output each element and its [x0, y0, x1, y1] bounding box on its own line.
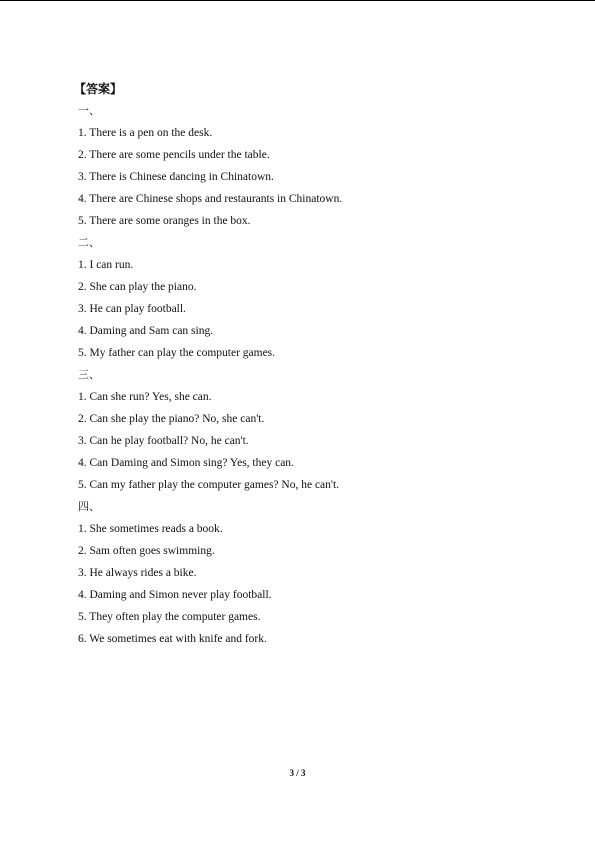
section-4 [78, 496, 538, 650]
section-3 [78, 364, 538, 496]
answer-item: 3. There is Chinese dancing in Chinatown. [78, 171, 274, 183]
answer-item: 2. Sam often goes swimming. [78, 545, 215, 557]
answer-item: 4. Daming and Sam can sing. [78, 325, 214, 337]
section-label: 三、 [78, 368, 100, 381]
answer-item: 2. She can play the piano. [78, 281, 197, 293]
answer-item: 3. He can play football. [78, 303, 186, 315]
page-number: 3 / 3 [289, 768, 306, 778]
answer-item: 5. They often play the computer games. [78, 611, 261, 623]
answer-item: 3. He always rides a bike. [78, 567, 197, 579]
answer-item: 2. There are some pencils under the table. [78, 149, 270, 161]
answer-item: 1. I can run. [78, 259, 134, 271]
header-rule [0, 0, 595, 1]
answer-content [74, 78, 538, 650]
answer-heading: 【答案】 [74, 82, 123, 96]
answer-item: 4. Can Daming and Simon sing? Yes, they can. [78, 457, 294, 469]
answer-item: 3. Can he play football? No, he can't. [78, 435, 249, 447]
answer-item: 4. There are Chinese shops and restaurants in Chinatown. [78, 193, 343, 205]
answer-item: 5. My father can play the computer games. [78, 347, 276, 359]
section-label: 二、 [78, 236, 100, 249]
answer-item: 2. Can she play the piano? No, she can't. [78, 413, 265, 425]
answer-item: 6. We sometimes eat with knife and fork. [78, 633, 267, 645]
section-1 [78, 100, 538, 232]
answer-item: 4. Daming and Simon never play football. [78, 589, 272, 601]
answer-item: 5. There are some oranges in the box. [78, 215, 251, 227]
answer-item: 1. Can she run? Yes, she can. [78, 391, 212, 403]
section-label: 四、 [78, 500, 100, 513]
answer-item: 5. Can my father play the computer games? No, he can't. [78, 479, 340, 491]
section-2 [78, 232, 538, 364]
section-label: 一、 [78, 104, 100, 117]
answer-item: 1. She sometimes reads a book. [78, 523, 223, 535]
answer-item: 1. There is a pen on the desk. [78, 127, 213, 139]
